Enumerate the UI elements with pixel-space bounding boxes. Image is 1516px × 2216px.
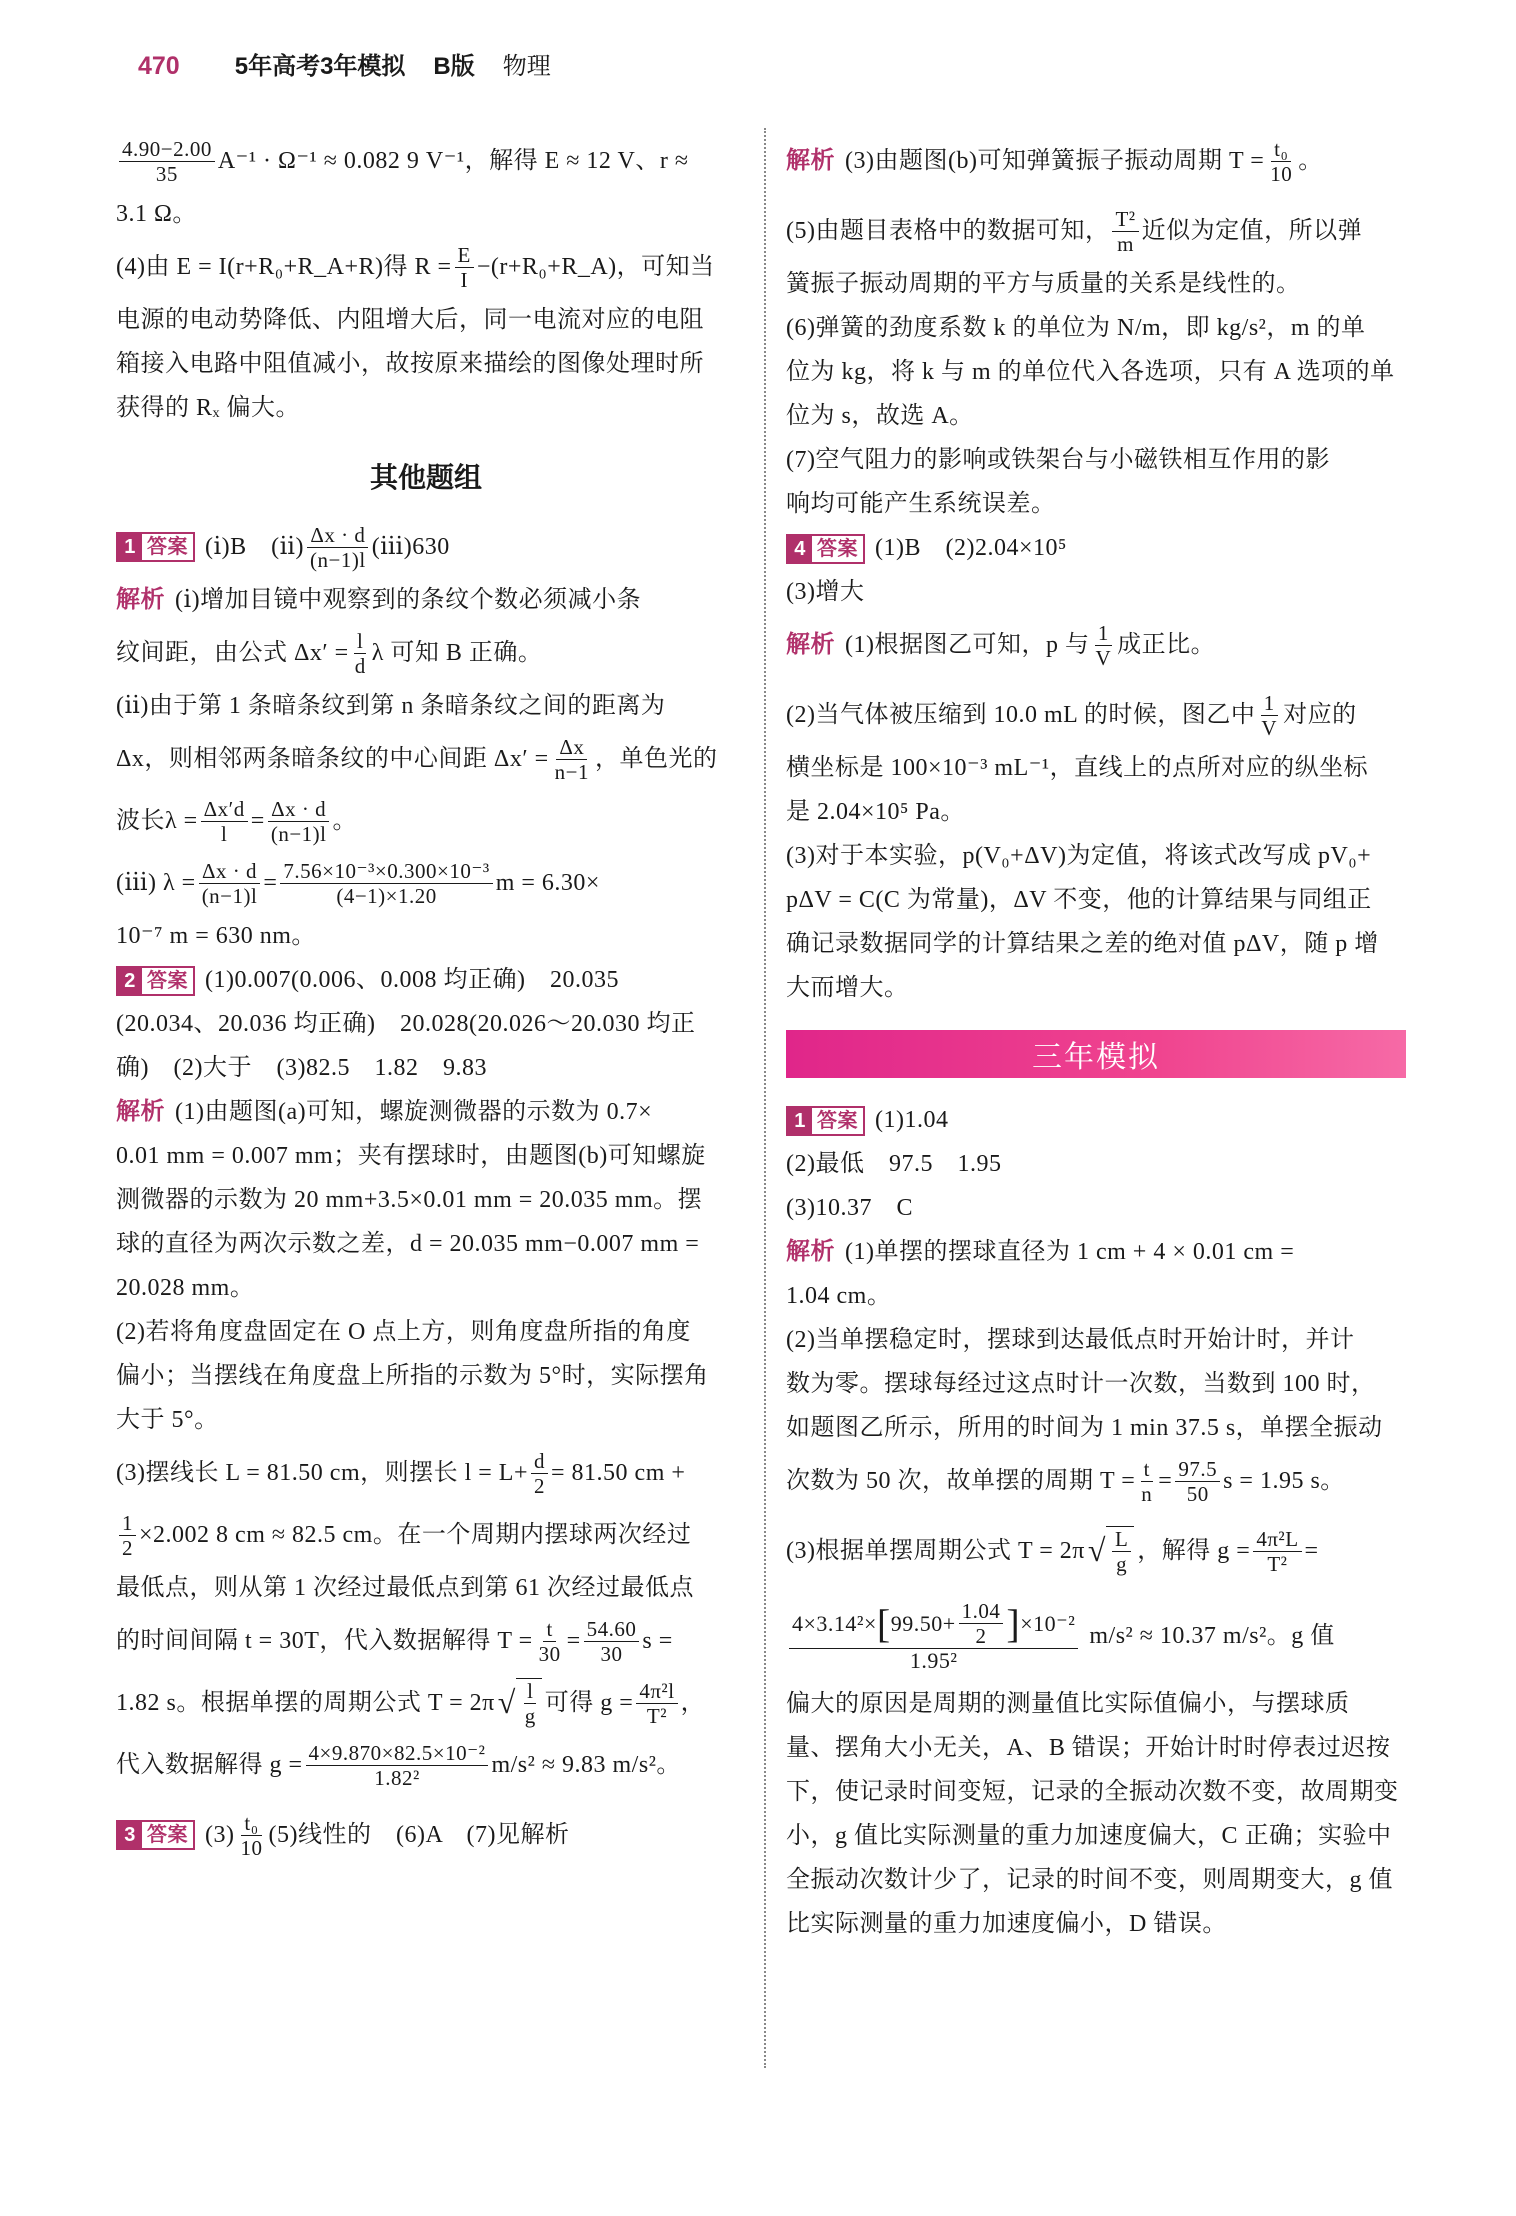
- text-line: (3)摆线长 L = 81.50 cm，则摆长 l = L+ $\frac{d}{2}$ = 81.50 cm +: [116, 1448, 686, 1498]
- text-line: 最低点，则从第 1 次经过最低点到第 61 次经过最低点: [116, 1575, 694, 1601]
- text-line: $\frac{1}{2}$ ×2.002 8 cm ≈ 82.5 cm。在一个周期内摆球两次经过: [116, 1504, 736, 1566]
- text-line: $\frac{4.90-2.00}{35}$ A⁻¹ · Ω⁻¹ ≈ 0.082 9 V⁻¹，解得 E ≈ 12 V、r ≈: [116, 130, 736, 192]
- text-line: Δx，则相邻两条暗条纹的中心间距 Δx′ = $\frac{\Delta x}{n-1}$ ，单色光的: [116, 734, 718, 784]
- fraction: $\frac{\text{4π²l}}{\text{T²}}$: [636, 1679, 677, 1728]
- text-line: (3)10.37 C: [786, 1195, 913, 1221]
- section-heading: 其他题组: [369, 462, 482, 493]
- text-line: 如题图乙所示，所用的时间为 1 min 37.5 s，单摆全振动: [786, 1415, 1383, 1441]
- text-line: 0.01 mm = 0.007 mm；夹有摆球时，由题图(b)可知螺旋: [116, 1143, 706, 1169]
- fraction: $\frac{\Delta x \cdot d}{(n-1)l}$: [199, 859, 261, 908]
- answer-badge: 3 答案: [116, 1820, 195, 1850]
- left-column: [116, 130, 736, 1866]
- fraction: $\frac{\text{t₀}}{10}$: [240, 1810, 263, 1860]
- text-line: 4×3.14²× [ 99.50+ $\frac{1.04}{2}$ ] ×10⁻² 1.95² m/s² ≈ 10.37 m/s²。g 值: [786, 1590, 1406, 1682]
- fraction: $\frac{E}{I}$: [455, 243, 474, 292]
- text-line: 偏小；当摆线在角度盘上所指的示数为 5°时，实际摆角: [116, 1363, 709, 1389]
- square-root: √ $\frac{L}{g}$: [1088, 1526, 1134, 1576]
- fraction: $\frac{\Delta x}{n-1}$: [554, 734, 589, 784]
- fraction: $\frac{\Delta x \cdot d}{(n-1)l}$: [268, 797, 330, 846]
- page-header: [138, 46, 551, 86]
- text-line: (20.034、20.036 均正确) 20.028(20.026～20.030 均正: [116, 1011, 696, 1037]
- text-line: (ⅲ) λ = $\frac{\Delta x \cdot d}{(n-1)l}$ = $\frac{\text{7.56×10⁻³×0.300×10⁻³}}{(4-1)\times 1.20}$ m = 6.30×: [116, 858, 600, 908]
- fraction: $\frac{\text{7.56×10⁻³×0.300×10⁻³}}{(4-1)\times 1.20}$: [280, 859, 492, 908]
- answer-badge: 4 答案: [786, 534, 865, 564]
- text-line: (ⅱ)由于第 1 条暗条纹到第 n 条暗条纹之间的距离为: [116, 693, 666, 719]
- fraction: $\frac{\text{4×9.870×82.5×10⁻²}}{\text{1.82²}}$: [306, 1741, 489, 1790]
- text-line: 测微器的示数为 20 mm+3.5×0.01 mm = 20.035 mm。摆: [116, 1187, 703, 1213]
- text-line: 确) (2)大于 (3)82.5 1.82 9.83: [116, 1055, 487, 1081]
- text-line: 响均可能产生系统误差。: [786, 491, 1056, 517]
- analysis-label: 解析: [786, 147, 835, 174]
- text-line: 位为 s，故选 A。: [786, 403, 974, 429]
- text-line: (3)对于本实验，p(V₀+ΔV)为定值，将该式改写成 pV₀+: [786, 843, 1372, 869]
- text-line: 横坐标是 100×10⁻³ mL⁻¹，直线上的点所对应的纵坐标: [786, 755, 1369, 781]
- text-line: (2)若将角度盘固定在 O 点上方，则角度盘所指的角度: [116, 1319, 691, 1345]
- edition-label: B版: [433, 53, 475, 80]
- text-line: 20.028 mm。: [116, 1275, 255, 1301]
- text-line: 确记录数据同学的计算结果之差的绝对值 pΔV，随 p 增: [786, 931, 1379, 957]
- answer-line: 3 答案 (3) $\frac{\text{t₀}}{10}$ (5)线性的 (6)A (7)见解析: [116, 1804, 736, 1866]
- text-line: 的时间间隔 t = 30T，代入数据解得 T = $\frac{t}{30}$ = $\frac{54.60}{30}$ s =: [116, 1616, 673, 1666]
- answer-line: 1 答案 (1)1.04: [786, 1098, 1406, 1142]
- section-banner: 三年模拟: [786, 1030, 1406, 1078]
- text-line: 位为 kg，将 k 与 m 的单位代入各选项，只有 A 选项的单: [786, 359, 1395, 385]
- text-line: 量、摆角大小无关，A、B 错误；开始计时时停表过迟按: [786, 1735, 1391, 1761]
- analysis-label: 解析: [786, 631, 835, 658]
- text-line: 是 2.04×10⁵ Pa。: [786, 799, 965, 825]
- text-line: pΔV = C(C 为常量)，ΔV 不变，他的计算结果与同组正: [786, 887, 1372, 913]
- text-line: 大于 5°。: [116, 1407, 219, 1433]
- text-line: (2)最低 97.5 1.95: [786, 1151, 1002, 1177]
- book-title: 5年高考3年模拟: [234, 53, 406, 80]
- answer-line: 4 答案 (1)B (2)2.04×10⁵: [786, 526, 1406, 570]
- text-line: 大而增大。: [786, 975, 909, 1001]
- subject-label: 物理: [502, 53, 551, 80]
- text-line: 电源的电动势降低、内阻增大后，同一电流对应的电阻: [116, 307, 704, 333]
- text-line: 代入数据解得 g = $\frac{\text{4×9.870×82.5×10⁻²}}{\text{1.82²}}$ m/s² ≈ 9.83 m/s²。: [116, 1740, 681, 1790]
- right-column: [786, 130, 1406, 1946]
- answer-badge: 2 答案: [116, 966, 195, 996]
- text-line: 获得的 Rₓ 偏大。: [116, 395, 300, 421]
- text-line: (4)由 E = I(r+R₀+R_A+R)得 R = $\frac{E}{I}$ −(r+R₀+R_A)，可知当: [116, 242, 715, 292]
- text-line: (3)增大: [786, 579, 865, 605]
- text-line: 3.1 Ω。: [116, 201, 197, 227]
- fraction: $\frac{1.04}{2}$: [959, 1599, 1004, 1648]
- fraction: $\frac{54.60}{30}$: [584, 1617, 640, 1666]
- fraction: $\frac{\Delta x'd}{l}$: [201, 797, 248, 846]
- text-line: 下，使记录时间变短，记录的全振动次数不变，故周期变: [786, 1779, 1399, 1805]
- fraction: 4×3.14²× [ 99.50+ $\frac{1.04}{2}$ ] ×10⁻² 1.95²: [789, 1599, 1078, 1673]
- fraction: $\frac{l}{d}$: [354, 628, 366, 678]
- text-line: 数为零。摆球每经过这点时计一次数，当数到 100 时，: [786, 1371, 1376, 1397]
- fraction: $\frac{1}{V}$: [1261, 690, 1278, 740]
- fraction: $\frac{\text{t₀}}{10}$: [1270, 136, 1293, 186]
- text-line: 纹间距，由公式 Δx′ = $\frac{l}{d}$ λ 可知 B 正确。: [116, 628, 543, 678]
- answer-line: 2 答案 (1)0.007(0.006、0.008 均正确) 20.035: [116, 958, 736, 1002]
- text-line: 1.04 cm。: [786, 1283, 892, 1309]
- column-divider: [764, 128, 766, 2068]
- text-line: 10⁻⁷ m = 630 nm。: [116, 923, 316, 949]
- fraction: $\frac{d}{2}$: [531, 1449, 548, 1498]
- answer-badge: 1 答案: [116, 532, 195, 562]
- analysis-label: 解析: [786, 1238, 835, 1265]
- fraction: $\frac{\text{T²}}{m}$: [1112, 207, 1138, 256]
- answer-line: 1 答案 (ⅰ)B (ⅱ) $\frac{\Delta x \cdot d}{(n-1)l}$ (ⅲ)630: [116, 516, 736, 578]
- fraction: $\frac{\text{4π²L}}{\text{T²}}$: [1253, 1527, 1301, 1576]
- square-root: √ $\frac{l}{g}$: [498, 1678, 542, 1728]
- fraction: $\frac{1}{2}$: [119, 1511, 136, 1560]
- analysis-label: 解析: [116, 1098, 165, 1125]
- answer-badge: 1 答案: [786, 1106, 865, 1136]
- text-line: 球的直径为两次示数之差，d = 20.035 mm−0.007 mm =: [116, 1231, 700, 1257]
- fraction: $\frac{\Delta x \cdot d}{(n-1)l}$: [307, 523, 369, 572]
- text-line: 比实际测量的重力加速度偏小，D 错误。: [786, 1911, 1227, 1937]
- text-line: 波长λ = $\frac{\Delta x'd}{l}$ = $\frac{\Delta x \cdot d}{(n-1)l}$ 。: [116, 796, 357, 846]
- text-line: 次数为 50 次，故单摆的周期 T = $\frac{t}{n}$ = $\frac{97.5}{50}$ s = 1.95 s。: [786, 1456, 1345, 1506]
- analysis-label: 解析: [116, 586, 165, 613]
- text-line: 解析 (1)单摆的摆球直径为 1 cm + 4 × 0.01 cm =: [786, 1238, 1295, 1265]
- text-line: 偏大的原因是周期的测量值比实际值偏小，与摆球质: [786, 1691, 1350, 1717]
- text-line: (3)根据单摆周期公式 T = 2π √ $\frac{L}{g}$ ，解得 g = $\frac{\text{4π²L}}{\text{T²}}$ =: [786, 1526, 1319, 1576]
- fraction: $\frac{t}{30}$: [538, 1616, 561, 1666]
- text-line: 1.82 s。根据单摆的周期公式 T = 2π √ $\frac{l}{g}$ 可得 g = $\frac{\text{4π²l}}{\text{T²}}$ ，: [116, 1678, 706, 1728]
- text-line: 解析 (3)由题图(b)可知弹簧振子振动周期 T = $\frac{\text{t₀}}{10}$ 。: [786, 136, 1323, 186]
- text-line: 解析 (1)根据图乙可知，p 与 $\frac{1}{V}$ 成正比。: [786, 620, 1216, 670]
- text-line: (6)弹簧的劲度系数 k 的单位为 N/m，即 kg/s²，m 的单: [786, 315, 1366, 341]
- text-line: (2)当气体被压缩到 10.0 mL 的时候，图乙中 $\frac{1}{V}$ 对应的: [786, 690, 1357, 740]
- fraction: $\frac{4.90-2.00}{35}$: [119, 137, 215, 186]
- text-line: 簧振子振动周期的平方与质量的关系是线性的。: [786, 271, 1301, 297]
- text-line: (7)空气阻力的影响或铁架台与小磁铁相互作用的影: [786, 447, 1330, 473]
- fraction: $\frac{97.5}{50}$: [1175, 1457, 1220, 1506]
- text-line: 箱接入电路中阻值减小，故按原来描绘的图像处理时所: [116, 351, 704, 377]
- fraction: $\frac{t}{n}$: [1141, 1456, 1153, 1506]
- text-line: 全振动次数计少了，记录的时间不变，则周期变大，g 值: [786, 1867, 1393, 1893]
- text-line: 小，g 值比实际测量的重力加速度偏大，C 正确；实验中: [786, 1823, 1392, 1849]
- text-line: (5)由题目表格中的数据可知， $\frac{\text{T²}}{m}$ 近似为定值，所以弹: [786, 206, 1363, 256]
- text-line: (2)当单摆稳定时，摆球到达最低点时开始计时，并计: [786, 1327, 1355, 1353]
- text-line: 解析 (1)由题图(a)可知，螺旋测微器的示数为 0.7×: [116, 1098, 653, 1125]
- text-line: 解析 (ⅰ)增加目镜中观察到的条纹个数必须减小条: [116, 586, 642, 613]
- page-number: 470: [138, 52, 180, 80]
- fraction: $\frac{1}{V}$: [1095, 620, 1112, 670]
